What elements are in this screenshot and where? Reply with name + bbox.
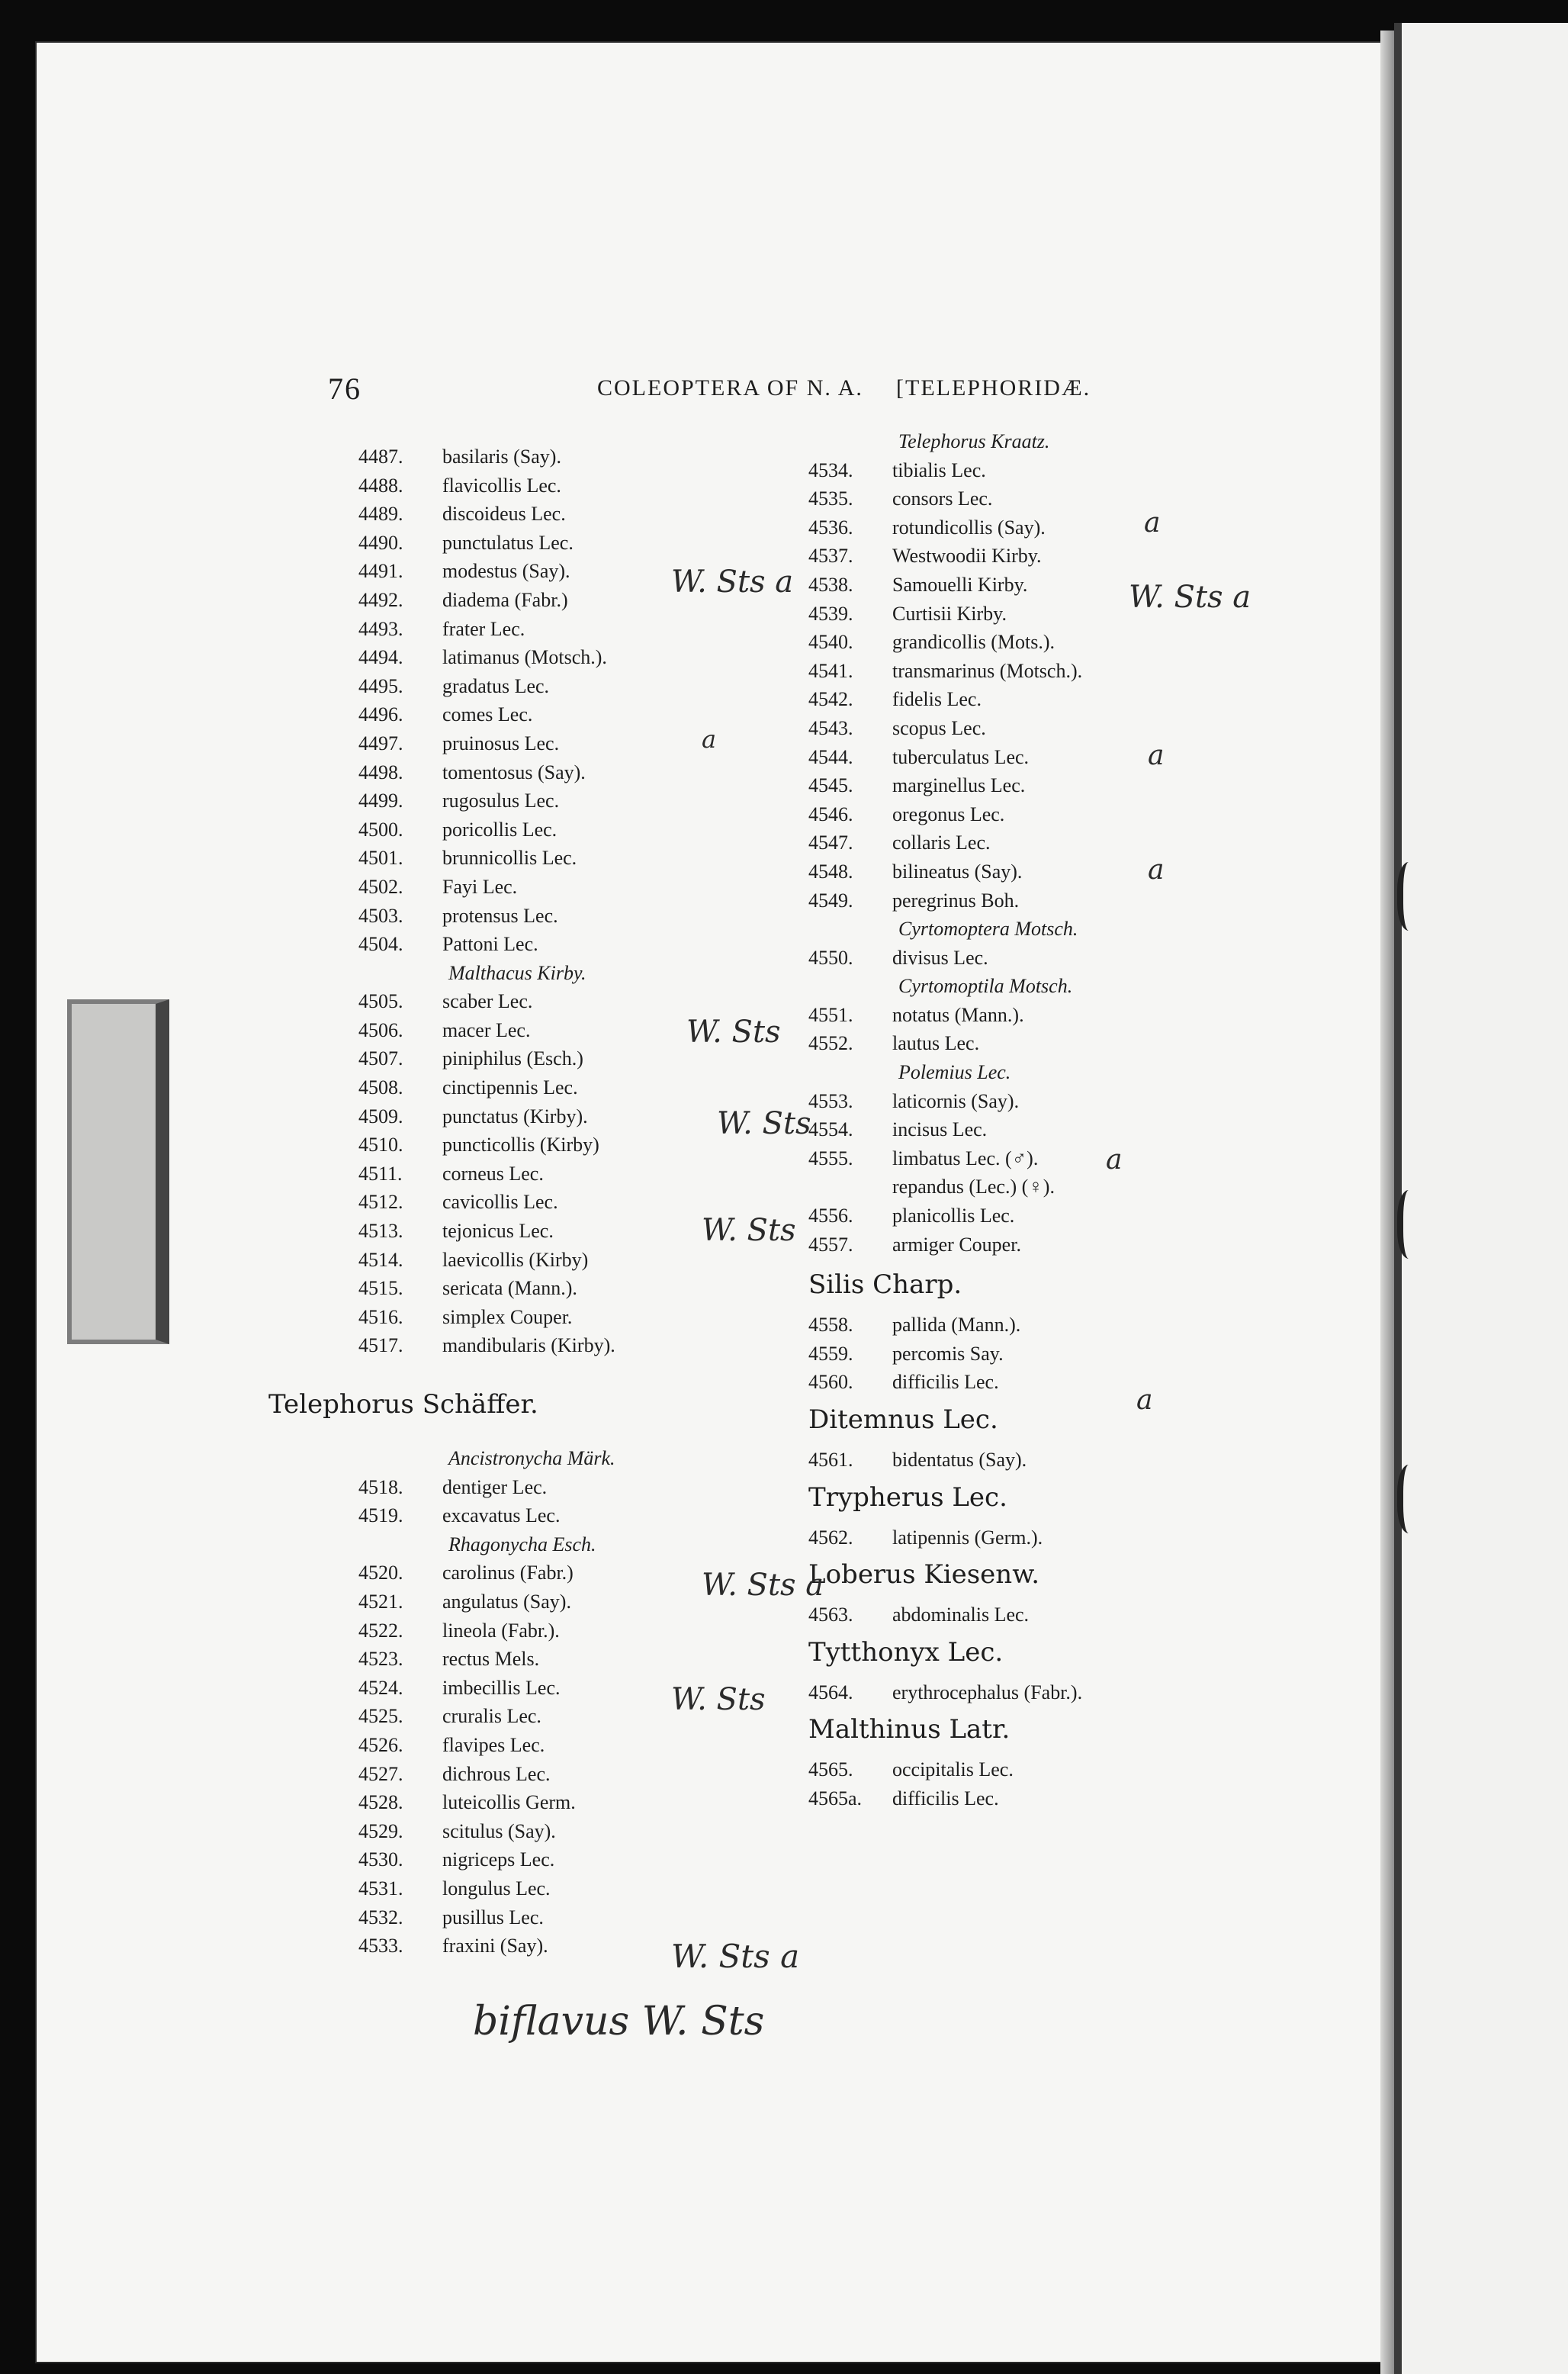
species-name: simplex Couper. [442,1305,573,1328]
species-name: rotundicollis (Say). [892,516,1046,539]
entry-number: 4540. [808,631,853,654]
species-name: scitulus (Say). [442,1819,556,1842]
species-name: excavatus Lec. [442,1504,561,1527]
entry-number: 4515. [358,1277,403,1300]
species-entry [358,787,615,815]
species-entry [808,513,1082,542]
species-name: rugosulus Lec. [442,790,560,812]
species-name: limbatus Lec. (♂). [892,1147,1039,1169]
species-entry [808,886,1082,915]
species-name: laticornis (Say). [892,1089,1020,1112]
species-entry [358,987,615,1016]
entry-number [808,1173,892,1201]
species-entry [808,771,1082,800]
species-name: peregrinus Boh. [892,889,1020,912]
species-name: Pattoni Lec. [442,933,538,956]
entry-number: 4510. [358,1134,403,1156]
species-name: difficilis Lec. [892,1787,999,1809]
species-entry [358,1645,615,1674]
entry-number: 4521. [358,1590,403,1613]
species-entry [808,542,1082,571]
species-name: tomentosus (Say). [442,761,586,783]
entry-number: 4539. [808,602,853,625]
species-name: incisus Lec. [892,1118,988,1141]
species-entry [808,714,1082,743]
species-name: latimanus (Motsch.). [442,646,607,669]
species-entry [358,1246,615,1275]
entry-number: 4553. [808,1089,853,1112]
entry-number: 4498. [358,761,403,783]
entry-number: 4549. [808,889,853,912]
species-name: cavicollis Lec. [442,1191,558,1214]
species-entry [358,844,615,873]
species-entry [808,484,1082,513]
entry-number: 4491. [358,560,403,583]
entry-number: 4548. [808,860,853,883]
entry-number: 4508. [358,1076,403,1099]
entry-number: 4551. [808,1003,853,1026]
species-name: latipennis (Germ.). [892,1526,1043,1549]
handwritten-note: W. Sts a [1129,580,1252,615]
species-entry [358,1160,615,1189]
species-name: divisus Lec. [892,946,988,969]
species-entry [358,1073,615,1102]
species-entry [358,1702,615,1731]
species-name: protensus Lec. [442,904,558,927]
species-name: corneus Lec. [442,1162,544,1185]
handwritten-note: a [1136,1385,1153,1416]
species-name: tejonicus Lec. [442,1220,554,1243]
entry-number: 4505. [358,990,403,1013]
species-entry [808,743,1082,772]
entry-number: 4565. [808,1758,853,1781]
species-name: poricollis Lec. [442,818,557,841]
species-name: occipitalis Lec. [892,1758,1014,1781]
species-entry [808,1340,1082,1369]
species-name: Fayi Lec. [442,875,518,898]
species-name: frater Lec. [442,617,525,640]
entry-number: 4564. [808,1681,853,1703]
species-name: punctatus (Kirby). [442,1105,588,1127]
species-entry [358,1788,615,1817]
handwritten-note: a [1148,854,1165,886]
entry-number: 4543. [808,716,853,739]
species-entry [358,1932,615,1961]
handwritten-note: W. Sts a [702,1568,824,1603]
subgenus-heading: Ancistronycha Märk. [448,1447,615,1469]
entry-number: 4530. [358,1848,403,1871]
species-entry [808,1784,1082,1813]
species-entry [358,758,615,787]
entry-number: 4513. [358,1220,403,1243]
species-entry [358,902,615,931]
handwritten-note: a [1106,1144,1123,1176]
genus-heading: Tytthonyx Lec. [808,1636,1004,1668]
species-name: notatus (Mann.). [892,1003,1024,1026]
entry-number: 4492. [358,588,403,611]
genus-heading: Malthinus Latr. [808,1714,1011,1745]
species-name: pallida (Mann.). [892,1314,1021,1337]
species-entry [358,1016,615,1045]
entry-number: 4495. [358,674,403,697]
running-title: COLEOPTERA OF N. A. [597,375,863,400]
species-name: modestus (Say). [442,560,570,583]
entry-number: 4565a. [808,1787,863,1809]
species-entry [808,600,1082,629]
species-entry [358,873,615,902]
species-entry [358,643,615,672]
species-name: mandibularis (Kirby). [442,1334,615,1357]
species-name: dentiger Lec. [442,1475,548,1498]
subgenus-heading: Telephorus Kraatz. [898,430,1050,452]
entry-number: 4506. [358,1018,403,1041]
right-column [808,427,1082,1813]
species-name: transmarinus (Motsch.). [892,659,1083,682]
entry-number: 4499. [358,790,403,812]
species-entry [358,1188,615,1217]
entry-number: 4520. [358,1562,403,1584]
entry-number: 4516. [358,1305,403,1328]
species-name: angulatus (Say). [442,1590,571,1613]
entry-number: 4537. [808,545,853,568]
species-entry [808,1115,1082,1144]
species-name: basilaris (Say). [442,446,561,468]
entry-number: 4518. [358,1475,403,1498]
entry-number: 4531. [358,1877,403,1900]
species-entry [808,800,1082,829]
entry-number: 4487. [358,446,403,468]
entry-number: 4542. [808,688,853,711]
species-entry [808,1755,1082,1784]
entry-number: 4544. [808,745,853,768]
species-entry [358,1616,615,1645]
entry-number: 4532. [358,1906,403,1928]
entry-number: 4541. [808,659,853,682]
entry-number: 4561. [808,1449,853,1471]
entry-number: 4489. [358,503,403,526]
entry-number: 4527. [358,1762,403,1785]
genus-heading: Trypherus Lec. [808,1481,1007,1513]
species-name: piniphilus (Esch.) [442,1047,583,1070]
species-entry [808,1678,1082,1707]
species-entry [358,930,615,959]
entry-number: 4519. [358,1504,403,1527]
species-name: bidentatus (Say). [892,1449,1027,1471]
species-name: grandicollis (Mots.). [892,631,1056,654]
entry-number: 4517. [358,1334,403,1357]
entry-number: 4490. [358,531,403,554]
species-name: lautus Lec. [892,1032,980,1055]
subgenus-heading: Malthacus Kirby. [448,961,586,984]
species-name: repandus (Lec.) (♀). [892,1176,1055,1198]
species-name: scaber Lec. [442,990,533,1013]
species-entry [358,1303,615,1332]
species-entry [808,1600,1082,1629]
species-name: longulus Lec. [442,1877,551,1900]
species-entry [808,571,1082,600]
species-entry [358,729,615,758]
species-entry [808,1201,1082,1230]
species-name: laevicollis (Kirby) [442,1248,589,1271]
species-entry [358,1501,615,1530]
species-entry [808,657,1082,686]
species-name: tuberculatus Lec. [892,745,1030,768]
entry-number: 4512. [358,1191,403,1214]
species-name: luteicollis Germ. [442,1791,576,1814]
entry-number: 4554. [808,1118,853,1141]
species-name: tibialis Lec. [892,458,986,481]
entry-number: 4562. [808,1526,853,1549]
handwritten-note: W. Sts a [671,565,794,600]
species-entry [358,1102,615,1131]
species-entry [808,828,1082,857]
entry-number: 4552. [808,1032,853,1055]
handwritten-note: W. Sts [671,1682,766,1717]
species-name: rectus Mels. [442,1648,540,1671]
handwritten-note: a [1144,507,1161,539]
entry-number: 4555. [808,1147,853,1169]
species-entry [808,456,1082,485]
species-name: collaris Lec. [892,832,991,854]
species-name: puncticollis (Kirby) [442,1134,599,1156]
species-entry [808,1144,1082,1173]
species-name: armiger Couper. [892,1233,1021,1256]
species-name: scopus Lec. [892,716,986,739]
entry-number: 4525. [358,1705,403,1728]
species-name: difficilis Lec. [892,1371,999,1394]
handwritten-note: W. Sts a [671,1938,800,1975]
species-name: consors Lec. [892,487,993,510]
species-entry [358,1217,615,1246]
left-column [268,442,615,1961]
entry-number: 4536. [808,516,853,539]
subgenus-heading: Cyrtomoptila Motsch. [898,975,1073,998]
species-entry [808,1001,1082,1030]
species-name: pusillus Lec. [442,1906,544,1928]
species-entry [358,529,615,558]
entry-number: 4528. [358,1791,403,1814]
species-entry [358,1674,615,1703]
page-clip-mark [1397,862,1426,931]
species-name: macer Lec. [442,1018,531,1041]
species-entry [358,500,615,529]
species-entry [808,628,1082,657]
entry-number: 4524. [358,1676,403,1699]
subgenus-heading: Cyrtomoptera Motsch. [898,918,1078,941]
species-name: discoideus Lec. [442,503,566,526]
species-name: cinctipennis Lec. [442,1076,578,1099]
species-entry [358,442,615,471]
entry-number: 4509. [358,1105,403,1127]
entry-number: 4497. [358,732,403,754]
species-entry [358,1817,615,1846]
species-entry [358,1559,615,1587]
species-name: diadema (Fabr.) [442,588,568,611]
species-name: sericata (Mann.). [442,1277,577,1300]
species-name: imbecillis Lec. [442,1676,561,1699]
entry-number: 4522. [358,1619,403,1642]
species-entry [358,1274,615,1303]
entry-number: 4529. [358,1819,403,1842]
species-entry [358,815,615,844]
handwritten-note: biflavus W. Sts [473,1999,765,2044]
species-entry [358,1845,615,1874]
entry-number: 4511. [358,1162,403,1185]
entry-number: 4533. [358,1935,403,1957]
handwritten-note: W. Sts [717,1106,811,1141]
species-name: gradatus Lec. [442,674,550,697]
entry-number: 4545. [808,774,853,797]
species-entry [808,1087,1082,1116]
entry-number: 4547. [808,832,853,854]
species-entry [358,471,615,500]
entry-number: 4500. [358,818,403,841]
entry-number: 4550. [808,946,853,969]
species-entry [808,1230,1082,1259]
species-name: Curtisii Kirby. [892,602,1007,625]
species-entry [358,1760,615,1789]
species-name: fidelis Lec. [892,688,982,711]
species-name: dichrous Lec. [442,1762,551,1785]
species-entry [358,1044,615,1073]
species-name: bilineatus (Say). [892,860,1023,883]
handwritten-note: W. Sts [702,1213,796,1248]
genus-heading: Silis Charp. [808,1269,962,1301]
page-number: 76 [328,372,361,406]
species-name: lineola (Fabr.). [442,1619,560,1642]
entry-number: 4534. [808,458,853,481]
page-clip-mark [1397,1190,1426,1259]
species-name: Westwoodii Kirby. [892,545,1042,568]
species-name: fraxini (Say). [442,1935,548,1957]
species-name: flavicollis Lec. [442,474,561,497]
species-entry [358,700,615,729]
handwritten-note: a [702,725,717,754]
entry-number: 4559. [808,1342,853,1365]
entry-number: 4556. [808,1205,853,1227]
species-name: cruralis Lec. [442,1705,541,1728]
species-entry [808,1029,1082,1058]
entry-number: 4546. [808,803,853,825]
entry-number: 4496. [358,703,403,726]
species-entry [358,1874,615,1903]
species-name: carolinus (Fabr.) [442,1562,574,1584]
page-clip-mark [1397,1465,1426,1533]
species-entry [358,1731,615,1760]
species-name: erythrocephalus (Fabr.). [892,1681,1083,1703]
entry-number: 4514. [358,1248,403,1271]
species-entry [358,557,615,586]
species-name: nigriceps Lec. [442,1848,555,1871]
entry-number: 4494. [358,646,403,669]
species-name: planicollis Lec. [892,1205,1015,1227]
handwritten-note: W. Sts [686,1015,781,1050]
species-entry [808,1368,1082,1397]
handwritten-note: a [1148,740,1165,771]
entry-number: 4526. [358,1733,403,1756]
entry-number: 4507. [358,1047,403,1070]
subgenus-heading: Rhagonycha Esch. [448,1533,596,1555]
species-name: pruinosus Lec. [442,732,560,754]
species-entry [358,586,615,615]
entry-number: 4488. [358,474,403,497]
species-entry [808,1173,1082,1201]
entry-number: 4563. [808,1604,853,1626]
species-entry [358,615,615,644]
genus-heading: Ditemnus Lec. [808,1404,998,1435]
species-name: Samouelli Kirby. [892,573,1028,596]
species-name: marginellus Lec. [892,774,1026,797]
entry-number: 4560. [808,1371,853,1394]
species-entry [808,944,1082,973]
species-name: flavipes Lec. [442,1733,545,1756]
entry-number: 4501. [358,847,403,870]
entry-number: 4503. [358,904,403,927]
genus-heading: Telephorus Schäffer. [268,1389,538,1420]
entry-number: 4504. [358,933,403,956]
species-entry [358,1903,615,1932]
genus-heading: Loberus Kiesenw. [808,1559,1040,1591]
species-entry [808,1446,1082,1475]
entry-number: 4558. [808,1314,853,1337]
entry-number: 4538. [808,573,853,596]
species-name: brunnicollis Lec. [442,847,577,870]
entry-number: 4502. [358,875,403,898]
entry-number: 4557. [808,1233,853,1256]
section-title: [TELEPHORIDÆ. [896,375,1091,400]
species-entry [808,685,1082,714]
subgenus-heading: Polemius Lec. [898,1061,1011,1084]
species-name: abdominalis Lec. [892,1604,1030,1626]
entry-number: 4535. [808,487,853,510]
species-entry [808,1311,1082,1340]
binding-tab [67,999,169,1344]
species-entry [808,857,1082,886]
species-entry [808,1523,1082,1552]
entry-number: 4493. [358,617,403,640]
species-name: percomis Say. [892,1342,1004,1365]
species-entry [358,672,615,701]
species-entry [358,1473,615,1502]
species-entry [358,1131,615,1160]
species-entry [358,1587,615,1616]
species-name: oregonus Lec. [892,803,1005,825]
species-name: comes Lec. [442,703,533,726]
species-entry [358,1331,615,1360]
entry-number: 4523. [358,1648,403,1671]
species-name: punctulatus Lec. [442,531,574,554]
